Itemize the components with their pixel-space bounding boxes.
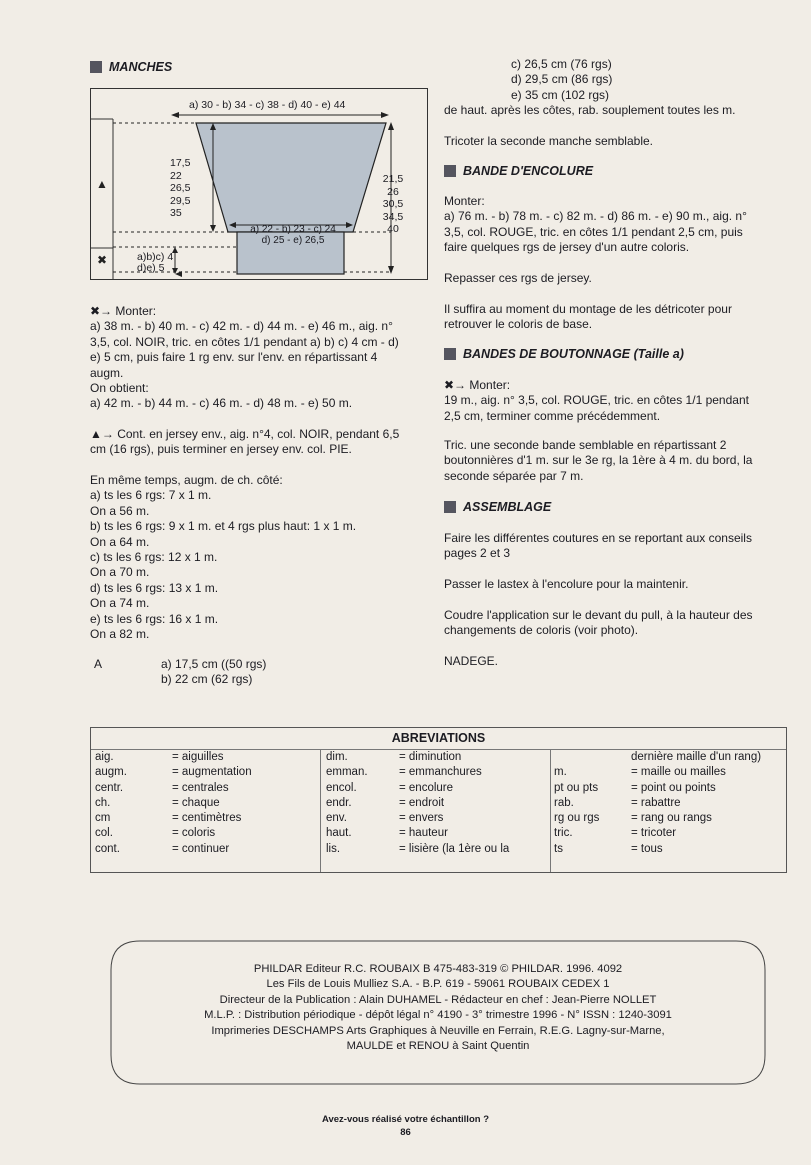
a-measure-line: a) 17,5 cm ((50 rgs)	[161, 657, 267, 671]
second-manche-line: Tricoter la seconde manche semblable.	[444, 134, 653, 148]
tric-line: boutonnières d'1 m. sur le 3e rg, la 1ère à 4 m. du bord, la	[444, 453, 753, 468]
right-measure: 21,5	[382, 173, 404, 185]
abbr-term: col.	[95, 827, 113, 840]
augm-line: On a 82 m.	[90, 627, 150, 642]
abbreviation-row	[554, 826, 782, 841]
abbreviations-col-1	[95, 750, 317, 872]
signature: NADEGE.	[444, 654, 499, 668]
abbr-term: dim.	[326, 751, 348, 763]
imprint-line: MAULDE et RENOU à Saint Quentin	[346, 1040, 530, 1053]
monter-line: On obtient:	[90, 381, 149, 396]
cuff-measure: d)e) 5	[137, 262, 165, 274]
faire-line: Faire les différentes coutures en se reportant aux conseils	[444, 531, 752, 545]
augm-block	[90, 473, 356, 642]
abbreviations-col-2	[326, 750, 548, 872]
page-number: 86	[400, 1127, 411, 1138]
abbr-term: lis.	[326, 842, 341, 855]
imprint-line: Les Fils de Louis Mulliez S.A. - B.P. 619 - 59061 ROUBAIX CEDEX 1	[266, 978, 610, 991]
cont-line: cm (16 rgs), puis terminer en jersey env. col. PIE.	[90, 442, 352, 457]
abbr-term: ch.	[95, 796, 111, 809]
abbreviations-table	[90, 727, 787, 873]
coudre-block	[444, 608, 753, 639]
abbreviation-row	[95, 842, 317, 857]
bande-encolure-line: a) 76 m. - b) 78 m. - c) 82 m. - d) 86 m. - e) 90 m., aig. n°	[444, 209, 747, 224]
cont-line: ▲→ Cont. en jersey env., aig. n°4, col. NOIR, pendant 6,5	[90, 427, 400, 441]
abbr-definition: = augmentation	[172, 766, 252, 779]
section-title-assemblage	[444, 500, 551, 514]
coudre-line: Coudre l'application sur le devant du pull, à la hauteur des	[444, 608, 753, 622]
left-measure: 35	[170, 207, 182, 219]
abbr-term: haut.	[326, 827, 352, 840]
abbreviation-row	[95, 781, 317, 796]
a-label: A	[94, 657, 103, 671]
abbreviation-row	[95, 826, 317, 841]
column-divider	[550, 750, 551, 872]
abbreviation-row	[326, 765, 548, 780]
abbr-definition: = emmanchures	[399, 766, 482, 779]
height-continuation	[511, 57, 612, 103]
right-measure: 30,5	[382, 198, 404, 210]
abbreviation-row	[95, 765, 317, 780]
boutonnage-line: 19 m., aig. n° 3,5, col. ROUGE, tric. en côtes 1/1 pendant	[444, 393, 749, 408]
abbr-term: endr.	[326, 796, 352, 809]
left-measure: 26,5	[170, 182, 191, 194]
abbr-term: encol.	[326, 781, 357, 794]
abbr-definition: = hauteur	[399, 827, 448, 840]
abbr-term: ts	[554, 842, 563, 855]
abbreviations-col-3	[554, 750, 782, 872]
cont-block	[90, 427, 399, 458]
footer-question: Avez-vous réalisé votre échantillon ?	[321, 1114, 489, 1125]
augm-line: c) ts les 6 rgs: 12 x 1 m.	[90, 550, 218, 565]
bullet-square-icon	[444, 165, 456, 177]
faire-block	[444, 531, 752, 562]
abbreviation-row	[554, 765, 782, 780]
abbr-term: emman.	[326, 766, 368, 779]
column-divider	[320, 750, 321, 872]
abbr-term: m.	[554, 766, 567, 779]
bande-encolure-line: faire quelques rgs de jersey d'un autre coloris.	[444, 240, 690, 255]
right-measure: 26	[387, 185, 399, 198]
abbr-definition: = lisière (la 1ère ou la	[399, 842, 510, 855]
abbr-definition: = point ou points	[631, 781, 716, 794]
bullet-square-icon	[444, 348, 456, 360]
abbreviations-title: ABREVIATIONS	[391, 731, 486, 745]
abbr-definition: = chaque	[172, 796, 220, 809]
left-measure: 29,5	[170, 194, 191, 207]
diagram-top-width: a) 30 - b) 34 - c) 38 - d) 40 - e) 44	[189, 99, 346, 111]
cross-marker-icon: ✖	[96, 253, 108, 267]
abbr-term: env.	[326, 812, 347, 825]
abbr-definition: = envers	[399, 812, 444, 825]
coudre-line: changements de coloris (voir photo).	[444, 623, 639, 638]
monter-block	[90, 304, 399, 412]
left-measure: 17,5	[170, 157, 191, 169]
imprint-line: PHILDAR Editeur R.C. ROUBAIX B 475-483-319 © PHILDAR. 1996. 4092	[253, 963, 623, 975]
assemblage-title-text: ASSEMBLAGE	[463, 500, 552, 514]
bottom-width-line: a) 22 - b) 23 - c) 24	[250, 224, 336, 235]
a-measure-line: b) 22 cm (62 rgs)	[161, 672, 253, 687]
abbreviation-row	[95, 811, 317, 826]
bullet-square-icon	[444, 501, 456, 513]
abbr-term: cm	[95, 812, 111, 825]
suffira-line: Il suffira au moment du montage de les détricoter pour	[444, 302, 732, 316]
monter-line: augm.	[90, 365, 124, 380]
imprint-line: M.L.P. : Distribution périodique - dépôt légal n° 4190 - 3° trimestre 1996 - N° ISSN : 1240-3091	[204, 1009, 672, 1022]
bandes-boutonnage-block	[444, 378, 749, 424]
abbr-definition: = diminution	[399, 751, 462, 763]
suffira-block	[444, 302, 732, 333]
height-line: e) 35 cm (102 rgs)	[511, 87, 610, 102]
abbr-definition: = maille ou mailles	[631, 766, 726, 779]
abbr-term: aig.	[95, 751, 114, 763]
sleeve-diagram	[90, 88, 428, 280]
abbreviation-row	[554, 811, 782, 826]
bandes-boutonnage-title-text: BANDES DE BOUTONNAGE (Taille a)	[463, 347, 684, 361]
diagram-cuff-measures	[137, 252, 173, 274]
abbreviation-row	[326, 826, 548, 841]
height-line: d) 29,5 cm (86 rgs)	[511, 72, 613, 87]
tric-line: Tric. une seconde bande semblable en répartissant 2	[444, 438, 727, 452]
augm-line: a) ts les 6 rgs: 7 x 1 m.	[90, 488, 212, 503]
abbr-term: rab.	[554, 796, 574, 809]
triangle-marker-icon: ▲	[96, 177, 108, 191]
imprint-text	[110, 962, 766, 1054]
imprint-line: Imprimeries DESCHAMPS Arts Graphiques à Neuville en Ferrain, R.E.G. Lagny-sur-Marne,	[211, 1024, 665, 1037]
abbr-term: tric.	[554, 827, 573, 840]
abbreviation-row	[326, 796, 548, 811]
bande-encolure-title-text: BANDE D'ENCOLURE	[463, 164, 594, 178]
boutonnage-line: 2,5 cm, terminer comme précédemment.	[444, 408, 661, 423]
abbreviation-row	[554, 781, 782, 796]
section-title-bandes-boutonnage	[444, 347, 684, 361]
abbreviation-row	[554, 796, 782, 811]
tric-block	[444, 438, 752, 484]
abbreviation-row	[554, 842, 782, 857]
abbr-definition: = centimètres	[172, 812, 242, 825]
abbreviation-row	[95, 796, 317, 811]
abbreviation-row	[95, 750, 317, 765]
section-title-manches	[90, 60, 172, 74]
abbr-definition: = rabattre	[631, 796, 681, 809]
abbr-definition: = rang ou rangs	[631, 812, 712, 825]
faire-line: pages 2 et 3	[444, 546, 511, 561]
augm-line: d) ts les 6 rgs: 13 x 1 m.	[90, 580, 219, 595]
abbreviation-row	[326, 750, 548, 765]
abbr-definition: = endroit	[399, 796, 445, 809]
abbreviation-row	[326, 811, 548, 826]
bande-encolure-block	[444, 194, 747, 256]
monter-line: e) 5 cm, puis faire 1 rg env. sur l'env. en répartissant 4	[90, 350, 378, 365]
abbr-term: pt ou pts	[554, 781, 599, 794]
abbr-definition: = continuer	[172, 842, 230, 855]
abbr-term: centr.	[95, 781, 124, 794]
height-line: c) 26,5 cm (76 rgs)	[511, 57, 612, 71]
diagram-bottom-width	[243, 224, 343, 246]
diagram-right-measures	[378, 173, 408, 236]
augm-line: b) ts les 6 rgs: 9 x 1 m. et 4 rgs plus haut: 1 x 1 m.	[90, 519, 357, 534]
abbr-term: rg ou rgs	[554, 812, 600, 825]
monter-line: a) 42 m. - b) 44 m. - c) 46 m. - d) 48 m. - e) 50 m.	[90, 396, 353, 411]
abbr-definition: = centrales	[172, 781, 229, 794]
passer-line: Passer le lastex à l'encolure pour la maintenir.	[444, 577, 689, 591]
right-measure: 34,5	[382, 210, 404, 223]
monter-line: a) 38 m. - b) 40 m. - c) 42 m. - d) 44 m. - e) 46 m., aig. n°	[90, 319, 393, 334]
tric-line: seconde séparée par 7 m.	[444, 468, 584, 483]
abbr-definition: = tricoter	[631, 827, 677, 840]
right-measure: 40	[387, 223, 399, 235]
monter-line: 3,5, col. NOIR, tric. en côtes 1/1 pendant a) b) c) 4 cm - d)	[90, 334, 399, 349]
augm-line: En même temps, augm. de ch. côté:	[90, 473, 283, 487]
augm-line: On a 70 m.	[90, 565, 150, 580]
augm-line: On a 74 m.	[90, 596, 150, 611]
section-title-bande-encolure	[444, 164, 593, 178]
bullet-square-icon	[90, 61, 102, 73]
boutonnage-monter: ✖→ Monter:	[444, 378, 511, 392]
suffira-line: retrouver le coloris de base.	[444, 317, 593, 332]
abbr-definition: = tous	[631, 842, 663, 855]
abbr-definition: = encolure	[399, 781, 454, 794]
abbreviation-row	[326, 842, 548, 857]
diagram-left-measures	[170, 157, 190, 220]
augm-line: On a 56 m.	[90, 503, 150, 518]
repasser-line: Repasser ces rgs de jersey.	[444, 271, 592, 285]
haut-line: de haut. après les côtes, rab. souplement toutes les m.	[444, 103, 736, 117]
augm-line: e) ts les 6 rgs: 16 x 1 m.	[90, 611, 219, 626]
abbr-term: augm.	[95, 766, 127, 779]
abbr-definition: = coloris	[172, 827, 216, 840]
a-measures	[161, 657, 266, 688]
bande-encolure-line: 3,5, col. ROUGE, tric. en côtes 1/1 pendant 2,5 cm, puis	[444, 224, 743, 239]
bande-encolure-monter: Monter:	[444, 194, 485, 208]
manches-title-text: MANCHES	[109, 60, 173, 74]
augm-line: On a 64 m.	[90, 534, 150, 549]
imprint-line: Directeur de la Publication : Alain DUHAMEL - Rédacteur en chef : Jean-Pierre NOLLET	[219, 993, 657, 1006]
bottom-width-line: d) 25 - e) 26,5	[261, 235, 325, 246]
monter-label: ✖→ Monter:	[90, 304, 157, 318]
abbr-term: cont.	[95, 842, 120, 855]
abbreviation-row	[326, 781, 548, 796]
abbr-definition: dernière maille d'un rang)	[631, 751, 762, 763]
abbreviation-row	[554, 750, 782, 765]
abbr-definition: = aiguilles	[172, 751, 224, 763]
left-measure: 22	[170, 169, 182, 182]
cuff-measure: a)b)c) 4	[137, 251, 174, 263]
